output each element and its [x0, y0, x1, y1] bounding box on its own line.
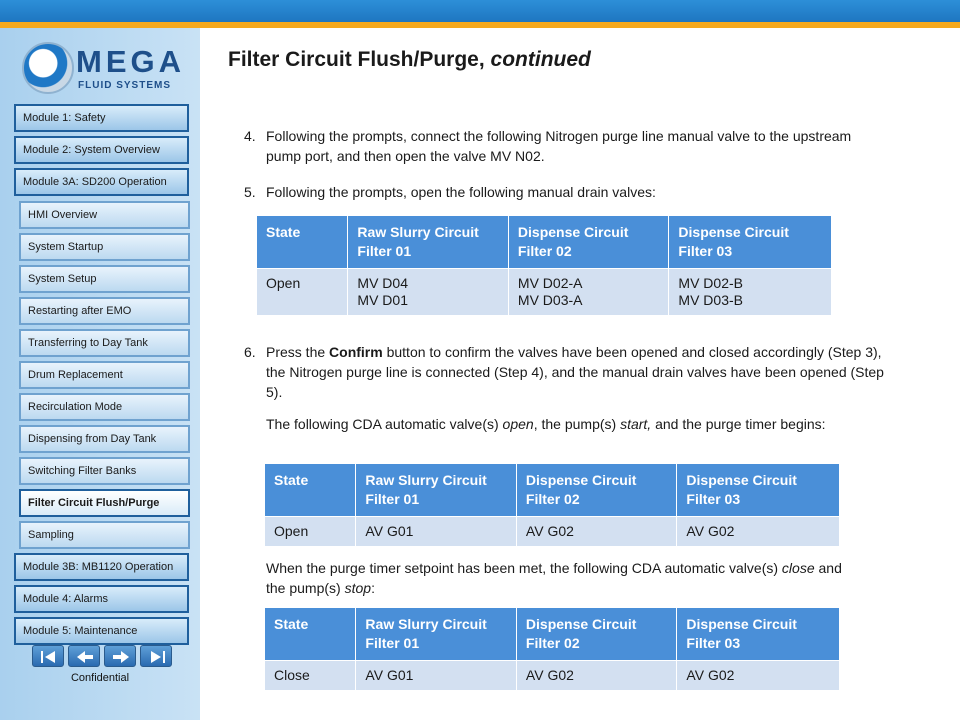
sidebar-item-filter-circuit-flush-purge[interactable]: Filter Circuit Flush/Purge [19, 489, 190, 517]
para-emphasis: stop [344, 580, 372, 596]
para-text: and the purge timer begins: [651, 416, 826, 432]
confidential-label: Confidential [70, 672, 130, 684]
para-emphasis: close [781, 560, 815, 576]
prev-page-button[interactable] [68, 645, 100, 667]
logo-subtitle: FLUID SYSTEMS [78, 80, 172, 91]
header-filter-02: Dispense Circuit Filter 02 [508, 216, 669, 269]
para-text: The following CDA automatic valve(s) [266, 416, 503, 432]
sidebar-item-hmi-overview[interactable]: HMI Overview [19, 201, 190, 229]
cell-filter-03: AV G02 [677, 517, 840, 547]
sidebar-item-module-3b[interactable]: Module 3B: MB1120 Operation [14, 553, 189, 581]
page-navigation [32, 645, 172, 667]
prev-page-icon [75, 650, 95, 664]
para-text: and the pump(s) [266, 560, 842, 596]
sidebar-item-switching-filter-banks[interactable]: Switching Filter Banks [19, 457, 190, 485]
header-state: State [265, 608, 356, 661]
sidebar-item-module-3a[interactable]: Module 3A: SD200 Operation [14, 168, 189, 196]
step-text-post: button to confirm the valves have been opened and closed accordingly (Step 3), the Nitrogen purge line is connected (Step 4), and the manual drain valves have been opened (Step 5). [266, 344, 884, 400]
top-banner [0, 0, 960, 28]
header-filter-01: Raw Slurry Circuit Filter 01 [348, 216, 509, 269]
last-page-button[interactable] [140, 645, 172, 667]
header-filter-02: Dispense Circuit Filter 02 [516, 608, 677, 661]
step-6 [244, 342, 884, 402]
sidebar-item-transferring-to-day-tank[interactable]: Transferring to Day Tank [19, 329, 190, 357]
table-header-row [265, 608, 840, 661]
cell-filter-02: MV D02-A MV D03-A [508, 269, 669, 316]
cell-filter-03: MV D02-B MV D03-B [669, 269, 832, 316]
step-text: Following the prompts, connect the following Nitrogen purge line manual valve to the upstream pump port, and then open the valve MV N02. [266, 128, 852, 164]
confirm-keyword: Confirm [329, 344, 383, 360]
cell-state: Open [257, 269, 348, 316]
header-state: State [257, 216, 348, 269]
step-number: 5. [244, 184, 256, 200]
sidebar-item-module-5[interactable]: Module 5: Maintenance [14, 617, 189, 645]
cda-close-paragraph [266, 558, 846, 598]
drain-valves-table [256, 215, 832, 316]
logo-ring-icon [22, 42, 74, 94]
cell-filter-01: AV G01 [356, 661, 517, 691]
para-emphasis: start, [620, 416, 652, 432]
sidebar-item-drum-replacement[interactable]: Drum Replacement [19, 361, 190, 389]
table-header-row [257, 216, 832, 269]
page-title-italic: continued [490, 48, 591, 71]
header-state: State [265, 464, 356, 517]
cell-filter-03: AV G02 [677, 661, 840, 691]
cell-filter-01: AV G01 [356, 517, 517, 547]
company-logo [18, 36, 188, 100]
cell-filter-02: AV G02 [516, 517, 677, 547]
step-number: 6. [244, 344, 256, 360]
sidebar-item-module-1[interactable]: Module 1: Safety [14, 104, 189, 132]
sidebar-item-module-2[interactable]: Module 2: System Overview [14, 136, 189, 164]
sidebar-item-sampling[interactable]: Sampling [19, 521, 190, 549]
cda-open-paragraph [266, 414, 846, 434]
next-page-button[interactable] [104, 645, 136, 667]
sidebar-item-system-startup[interactable]: System Startup [19, 233, 190, 261]
sidebar-item-restarting-after-emo[interactable]: Restarting after EMO [19, 297, 190, 325]
step-text [266, 342, 884, 402]
cell-state: Close [265, 661, 356, 691]
step-4 [244, 126, 884, 166]
step-5 [244, 182, 884, 202]
step-text: Following the prompts, open the following manual drain valves: [266, 184, 656, 200]
step-text-pre: Press the [266, 344, 330, 360]
para-emphasis: open [502, 416, 534, 432]
sidebar-item-dispensing-from-day-tank[interactable]: Dispensing from Day Tank [19, 425, 190, 453]
header-filter-03: Dispense Circuit Filter 03 [677, 608, 840, 661]
last-page-icon [147, 650, 167, 664]
logo-brand: MEGA [76, 44, 185, 79]
cell-filter-01: MV D04 MV D01 [348, 269, 509, 316]
cda-close-table [264, 607, 840, 691]
header-filter-01: Raw Slurry Circuit Filter 01 [356, 608, 517, 661]
table-row [265, 661, 840, 691]
sidebar-item-recirculation-mode[interactable]: Recirculation Mode [19, 393, 190, 421]
sidebar-item-module-4[interactable]: Module 4: Alarms [14, 585, 189, 613]
cell-filter-02: AV G02 [516, 661, 677, 691]
page-title-main: Filter Circuit Flush/Purge, [228, 48, 485, 71]
para-text: : [371, 580, 375, 596]
header-filter-02: Dispense Circuit Filter 02 [516, 464, 677, 517]
next-page-icon [111, 650, 131, 664]
para-text: When the purge timer setpoint has been met, the following CDA automatic valve(s) [266, 560, 782, 576]
header-filter-03: Dispense Circuit Filter 03 [669, 216, 832, 269]
cell-state: Open [265, 517, 356, 547]
header-filter-01: Raw Slurry Circuit Filter 01 [356, 464, 517, 517]
page-title [228, 48, 591, 72]
sidebar-item-system-setup[interactable]: System Setup [19, 265, 190, 293]
first-page-button[interactable] [32, 645, 64, 667]
table-row [265, 517, 840, 547]
para-text: , the pump(s) [533, 416, 621, 432]
cda-open-table [264, 463, 840, 547]
first-page-icon [39, 650, 59, 664]
table-row [257, 269, 832, 316]
step-number: 4. [244, 128, 256, 144]
table-header-row [265, 464, 840, 517]
header-filter-03: Dispense Circuit Filter 03 [677, 464, 840, 517]
